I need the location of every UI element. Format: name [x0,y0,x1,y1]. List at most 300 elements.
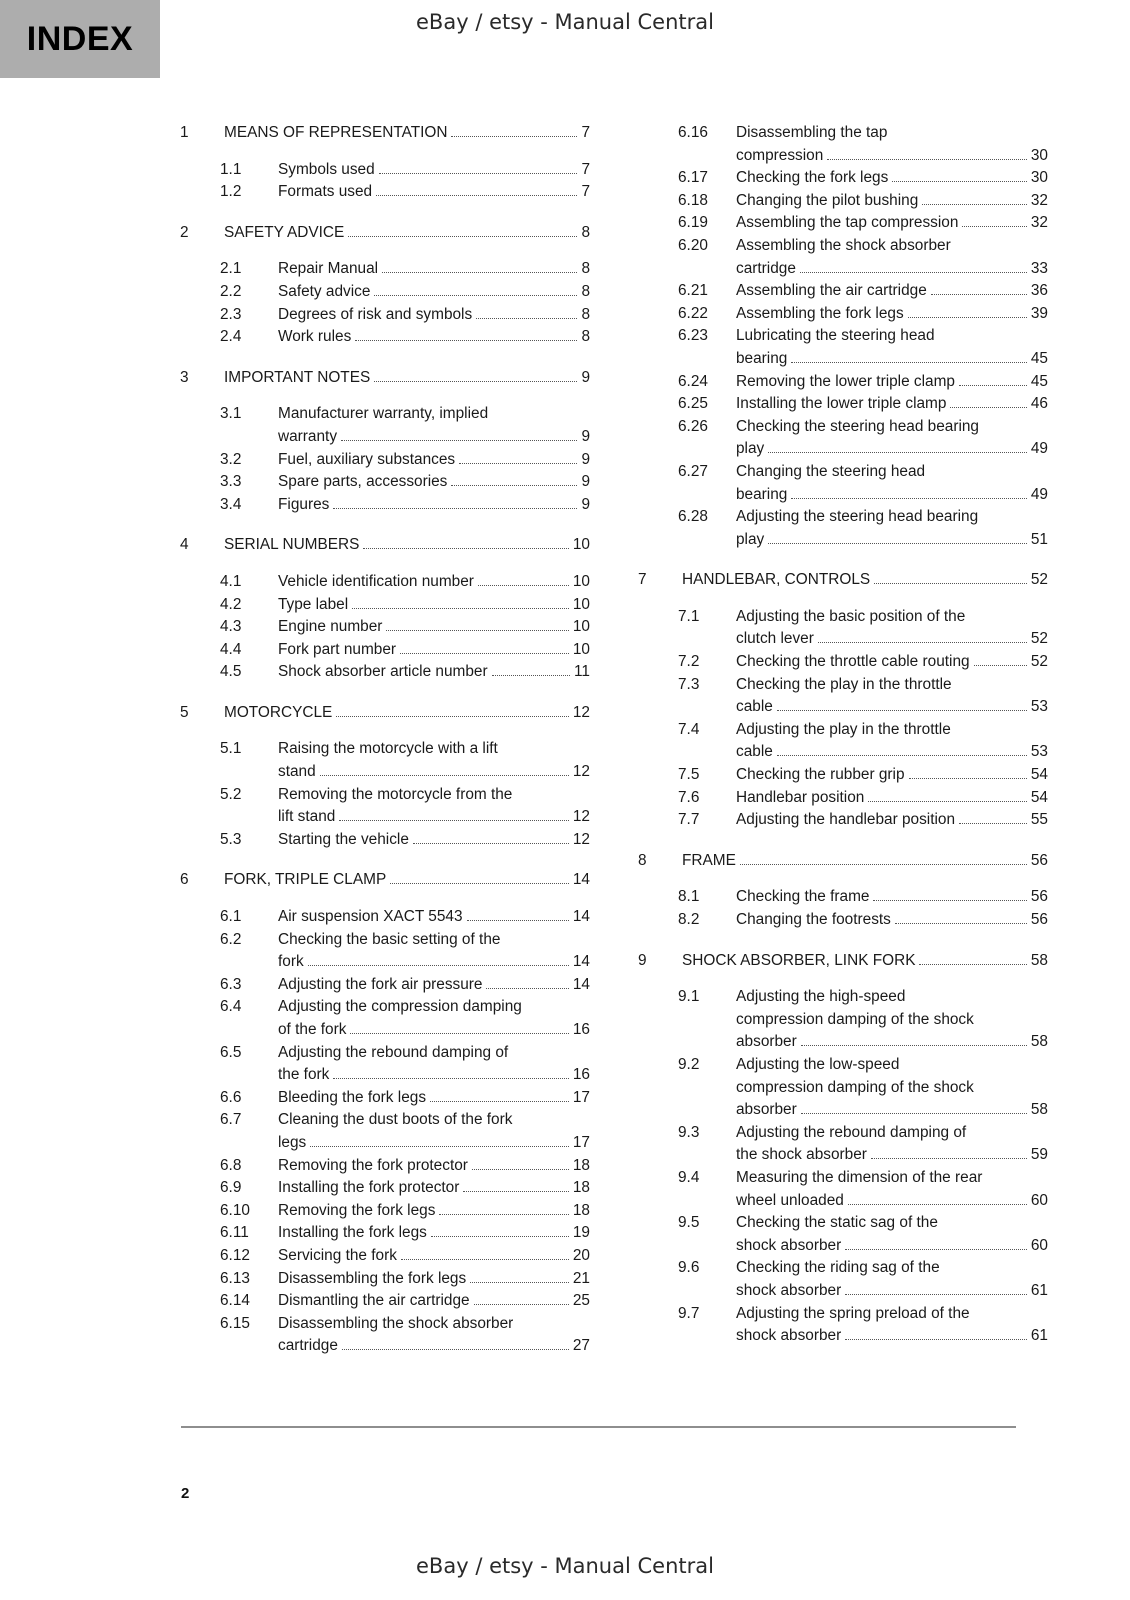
section-number: 6.19 [678,214,708,232]
toc-section-row[interactable] [180,1155,590,1178]
entry-page-number: 30 [1030,169,1048,187]
entry-title-row [736,303,1048,326]
section-number: 7.6 [678,788,700,806]
entry-page-number: 10 [572,595,590,613]
entry-title-block [736,122,1048,167]
chapter-number: 3 [180,368,189,386]
entry-page-number: 33 [1030,259,1048,277]
dot-leader [868,801,1027,802]
toc-section-row[interactable] [180,1200,590,1223]
entry-title: cartridge [736,259,796,277]
toc-column-right [638,122,1048,1358]
entry-title-row [224,367,590,390]
entry-title: warranty [278,427,338,445]
entry-title: Symbols used [278,160,375,178]
toc-section-row[interactable] [638,325,1048,370]
toc-section-row[interactable] [638,506,1048,551]
entry-title: SERIAL NUMBERS [224,536,360,554]
entry-title: Removing the fork protector [278,1156,468,1174]
section-number: 4.4 [220,640,242,658]
section-number: 6.9 [220,1179,242,1197]
entry-page-number: 54 [1030,788,1048,806]
toc-chapter-row[interactable] [638,950,1048,973]
entry-title: Adjusting the basic position of the [736,607,966,625]
toc-section-row[interactable] [638,122,1048,167]
entry-page-number: 53 [1030,743,1048,761]
entry-title-block [278,449,590,472]
section-number: 2.1 [220,260,242,278]
entry-title: HANDLEBAR, CONTROLS [682,571,871,589]
dot-leader [342,1349,569,1350]
entry-title-row [736,1325,1048,1348]
toc-chapter-row[interactable] [638,850,1048,873]
entry-title-row [278,639,590,662]
entry-title-row [682,569,1048,592]
chapter-number: 5 [180,703,189,721]
toc-section-row[interactable] [180,281,590,304]
entry-title-row [736,1099,1048,1122]
entry-title-block [278,403,590,448]
section-number: 6.25 [678,395,708,413]
toc-section-row[interactable] [638,886,1048,909]
toc-section-row[interactable] [638,986,1048,1054]
toc-chapter-row[interactable] [638,569,1048,592]
entry-title-row [736,371,1048,394]
dot-leader [336,716,569,717]
entry-title-block [278,974,590,997]
entry-page-number: 10 [572,618,590,636]
section-number: 5.3 [220,830,242,848]
dot-leader [431,1236,569,1237]
toc-section-row[interactable] [180,494,590,517]
entry-title: Changing the footrests [736,911,891,928]
entry-title: Checking the rubber grip [736,766,905,784]
entry-page-number: 9 [581,473,590,491]
toc-section-row[interactable] [638,1122,1048,1167]
entry-title: Manufacturer warranty, implied [278,405,489,423]
toc-section-row[interactable] [180,258,590,281]
entry-title-block [278,829,590,852]
entry-title-row [224,534,590,557]
entry-title-row [682,950,1048,973]
entry-title-row [736,1144,1048,1167]
entry-title: Adjusting the rebound damping of [736,1123,967,1141]
entry-title-block [278,1222,590,1245]
entry-title-block [224,367,590,390]
section-number: 9.5 [678,1214,700,1232]
toc-section-row[interactable] [180,326,590,349]
entry-title-row [736,529,1048,552]
entry-title: wheel unloaded [736,1191,844,1209]
table-of-contents [0,122,1130,1358]
entry-title-row [278,594,590,617]
entry-title-row [736,764,1048,787]
entry-title: Measuring the dimension of the rear [736,1168,983,1186]
toc-chapter-row[interactable] [180,702,590,725]
dot-leader [451,485,577,486]
entry-title-row [278,1245,590,1268]
entry-title-block [278,281,590,304]
entry-title-block [736,190,1048,213]
toc-section-row[interactable] [638,461,1048,506]
toc-section-row[interactable] [638,764,1048,787]
entry-title-block [224,222,590,245]
toc-section-row[interactable] [180,639,590,662]
entry-page-number: 11 [574,663,590,681]
toc-section-row[interactable] [180,974,590,997]
toc-section-row[interactable] [180,738,590,783]
entry-title: play [736,530,765,548]
entry-page-number: 30 [1030,146,1048,164]
toc-section-row[interactable] [180,304,590,327]
entry-title-block [278,1313,590,1358]
entry-title-row [278,181,590,204]
section-number: 6.12 [220,1246,250,1264]
entry-title-block [736,325,1048,370]
entry-title: Adjusting the fork air pressure [278,975,483,993]
entry-title-block [736,809,1048,832]
entry-page-number: 14 [572,975,590,993]
entry-title-row [278,616,590,639]
toc-section-row[interactable] [638,1054,1048,1122]
entry-title-row [278,1155,590,1178]
entry-title-row [278,806,590,829]
entry-title-row [278,906,590,929]
entry-page-number: 7 [581,160,590,178]
entry-title-row [736,1235,1048,1258]
entry-title-row [736,145,1048,168]
entry-title-block [278,906,590,929]
entry-title: Disassembling the shock absorber [278,1314,514,1332]
entry-title-block [278,1042,590,1087]
toc-section-row[interactable] [180,1222,590,1245]
toc-section-row[interactable] [638,303,1048,326]
dot-leader [931,294,1027,295]
toc-section-row[interactable] [180,1087,590,1110]
toc-section-row[interactable] [180,1109,590,1154]
entry-title: Checking the throttle cable routing [736,653,970,671]
toc-chapter-row[interactable] [180,122,590,145]
entry-title: Assembling the shock absorber [736,236,951,254]
toc-section-row[interactable] [180,471,590,494]
entry-title-row [278,1200,590,1223]
section-number: 6.24 [678,372,708,390]
entry-page-number: 51 [1030,530,1048,548]
dot-leader [470,1282,569,1283]
entry-page-number: 12 [572,703,590,721]
toc-section-row[interactable] [638,1167,1048,1212]
entry-title: Adjusting the high-speed [736,988,906,1006]
dot-leader [777,755,1027,756]
entry-title: Adjusting the handlebar position [736,811,956,829]
page-number: 2 [181,1485,190,1502]
entry-title: shock absorber [736,1327,842,1345]
entry-title: Repair Manual [278,260,379,278]
dot-leader [333,508,577,509]
toc-section-row[interactable] [638,606,1048,651]
entry-page-number: 18 [572,1156,590,1174]
toc-section-row[interactable] [638,1257,1048,1302]
entry-title-row [278,1222,590,1245]
dot-leader [791,498,1027,499]
entry-title: Servicing the fork [278,1246,397,1264]
entry-title-row [278,258,590,281]
entry-page-number: 27 [572,1337,590,1355]
entry-title: Disassembling the tap [736,124,888,141]
entry-title: the fork [278,1066,330,1084]
entry-title-row [278,494,590,517]
toc-section-group [180,738,590,851]
entry-page-number: 8 [581,328,590,346]
dot-leader [310,1146,569,1147]
entry-title-row [278,951,590,974]
entry-title: compression damping of the shock [736,1078,974,1096]
section-number: 4.5 [220,663,242,681]
section-number: 7.2 [678,653,700,671]
entry-title: bearing [736,485,788,503]
entry-page-number: 14 [572,871,590,889]
entry-title-block [278,571,590,594]
toc-section-row[interactable] [638,719,1048,764]
dot-leader [768,452,1027,453]
toc-section-group [180,906,590,1358]
section-number: 3.3 [220,473,242,491]
toc-section-row[interactable] [180,784,590,829]
section-number: 4.3 [220,618,242,636]
entry-title-row [682,850,1048,873]
entry-title-row [278,449,590,472]
dot-leader [382,272,577,273]
entry-title-row [736,280,1048,303]
entry-title: Checking the steering head bearing [736,417,979,435]
entry-title-block [278,616,590,639]
entry-title: fork [278,953,304,971]
toc-section-row[interactable] [638,416,1048,461]
toc-section-row[interactable] [638,371,1048,394]
entry-title-block [736,167,1048,190]
entry-title-row [736,886,1048,909]
chapter-number: 2 [180,223,189,241]
entry-title: Assembling the air cartridge [736,282,927,300]
entry-title-row [278,571,590,594]
dot-leader [467,920,569,921]
section-number: 6.28 [678,508,708,526]
dot-leader [845,1294,1027,1295]
entry-page-number: 17 [572,1133,590,1151]
entry-title-row [278,1087,590,1110]
dot-leader [777,710,1027,711]
entry-page-number: 17 [572,1088,590,1106]
toc-section-row[interactable] [638,280,1048,303]
toc-section-group [638,986,1048,1348]
dot-leader [950,407,1026,408]
toc-section-row[interactable] [638,909,1048,932]
dot-leader [827,159,1027,160]
entry-title-row [736,787,1048,810]
entry-title: play [736,440,765,458]
toc-section-row[interactable] [638,190,1048,213]
toc-section-row[interactable] [180,661,590,684]
entry-title-row [278,761,590,784]
toc-section-row[interactable] [638,787,1048,810]
entry-title-block [736,303,1048,326]
dot-leader [818,642,1027,643]
entry-title-block [278,1109,590,1154]
entry-page-number: 52 [1030,630,1048,648]
entry-page-number: 58 [1030,951,1048,969]
dot-leader [874,583,1027,584]
dot-leader [768,543,1027,544]
entry-title-row [736,348,1048,371]
toc-section-row[interactable] [638,167,1048,190]
toc-section-row[interactable] [180,1268,590,1291]
section-number: 6.1 [220,908,242,926]
section-number: 6.8 [220,1156,242,1174]
entry-title-row [278,1064,590,1087]
entry-title: Installing the fork legs [278,1224,427,1242]
entry-title: legs [278,1133,307,1151]
toc-chapter-row[interactable] [180,869,590,892]
dot-leader [740,864,1027,865]
entry-title: Removing the fork legs [278,1201,436,1219]
entry-title: of the fork [278,1021,347,1038]
entry-title-block [224,534,590,557]
entry-title: clutch lever [736,630,814,648]
toc-section-row[interactable] [638,235,1048,280]
toc-section-row[interactable] [638,651,1048,674]
toc-section-row[interactable] [180,996,590,1041]
toc-section-row[interactable] [638,1303,1048,1348]
watermark-bottom: eBay / etsy - Manual Central [416,1554,714,1578]
toc-section-group [180,159,590,204]
dot-leader [919,964,1026,965]
toc-section-row[interactable] [638,1212,1048,1257]
entry-title: cable [736,698,773,716]
section-number: 7.1 [678,607,700,625]
toc-section-row[interactable] [180,1313,590,1358]
toc-section-row[interactable] [180,403,590,448]
entry-title: shock absorber [736,1236,842,1254]
section-number: 6.4 [220,998,242,1016]
section-number: 9.7 [678,1304,700,1322]
section-number: 3.1 [220,405,242,423]
dot-leader [801,1045,1027,1046]
dot-leader [376,195,577,196]
entry-page-number: 55 [1030,811,1048,829]
section-number: 9.2 [678,1055,700,1073]
entry-title: absorber [736,1033,797,1051]
entry-title-block [736,719,1048,764]
entry-page-number: 60 [1030,1191,1048,1209]
section-number: 6.15 [220,1314,250,1332]
entry-title: Lubricating the steering head [736,327,935,345]
toc-chapter-row[interactable] [180,534,590,557]
toc-section-row[interactable] [180,181,590,204]
dot-leader [390,883,569,884]
dot-leader [845,1339,1027,1340]
entry-title: bearing [736,349,788,367]
entry-page-number: 58 [1030,1033,1048,1051]
entry-page-number: 25 [572,1292,590,1310]
entry-title: MEANS OF REPRESENTATION [224,124,448,141]
section-number: 1.2 [220,183,242,201]
dot-leader [386,630,568,631]
entry-page-number: 18 [572,1179,590,1197]
dot-leader [355,340,577,341]
toc-section-row[interactable] [180,1245,590,1268]
dot-leader [892,181,1027,182]
entry-title-block [278,784,590,829]
entry-title-block [736,674,1048,719]
section-number: 2.2 [220,282,242,300]
toc-section-row[interactable] [180,571,590,594]
entry-page-number: 39 [1030,304,1048,322]
section-number: 3.4 [220,495,242,513]
toc-chapter-row[interactable] [180,222,590,245]
toc-section-row[interactable] [180,1177,590,1200]
toc-section-row[interactable] [180,929,590,974]
dot-leader [374,295,577,296]
entry-title-row [736,1190,1048,1213]
entry-title: Checking the frame [736,888,870,906]
toc-section-row[interactable] [638,393,1048,416]
entry-title: lift stand [278,808,336,826]
entry-title: SHOCK ABSORBER, LINK FORK [682,951,916,969]
toc-section-row[interactable] [180,594,590,617]
entry-title-block [736,280,1048,303]
chapter-number: 9 [638,951,647,969]
index-badge-label: INDEX [26,19,134,58]
entry-page-number: 10 [572,572,590,590]
entry-title: the shock absorber [736,1146,867,1164]
entry-title: Adjusting the spring preload of the [736,1304,970,1322]
entry-title-row [278,471,590,494]
entry-title-block [278,181,590,204]
dot-leader [348,236,577,237]
entry-title-block [736,1257,1048,1302]
toc-section-row[interactable] [180,449,590,472]
dot-leader [339,820,569,821]
toc-chapter-row[interactable] [180,367,590,390]
entry-page-number: 9 [581,495,590,513]
entry-title: Air suspension XACT 5543 [278,908,463,926]
entry-title-row [736,1280,1048,1303]
dot-leader [845,1249,1027,1250]
entry-title-row [224,122,590,145]
dot-leader [350,1033,568,1034]
entry-title-row [736,696,1048,719]
toc-section-row[interactable] [638,809,1048,832]
toc-section-row[interactable] [638,212,1048,235]
section-number: 7.7 [678,811,700,829]
toc-section-row[interactable] [180,1042,590,1087]
entry-title-block [278,1087,590,1110]
entry-title-block [278,929,590,974]
entry-page-number: 7 [581,124,590,141]
watermark-top: eBay / etsy - Manual Central [416,10,714,34]
entry-page-number: 21 [572,1269,590,1287]
entry-title: IMPORTANT NOTES [224,368,371,386]
entry-title-block [278,304,590,327]
toc-section-row[interactable] [180,616,590,639]
toc-section-row[interactable] [180,829,590,852]
toc-section-row[interactable] [180,1290,590,1313]
toc-section-row[interactable] [180,159,590,182]
section-number: 8.2 [678,911,700,928]
toc-section-group [180,571,590,684]
toc-section-row[interactable] [638,674,1048,719]
toc-section-row[interactable] [180,906,590,929]
